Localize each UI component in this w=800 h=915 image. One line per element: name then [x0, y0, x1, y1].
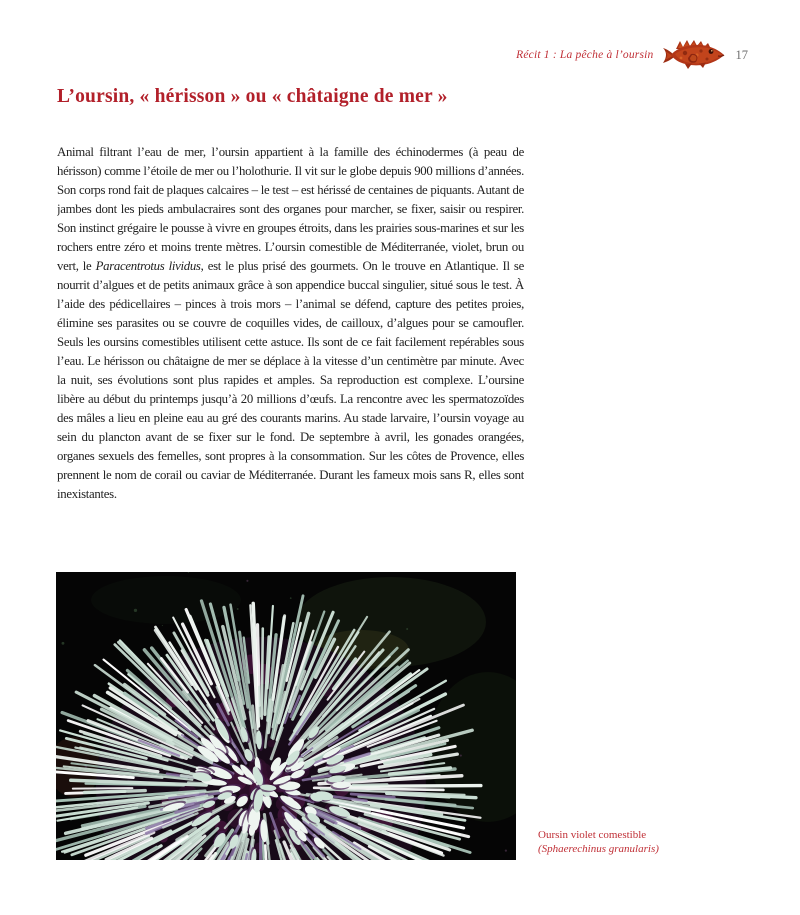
- running-header: [516, 38, 748, 72]
- article-title: L’oursin, « hérisson » ou « châtaigne de mer »: [57, 86, 448, 107]
- scorpionfish-icon: [661, 38, 727, 72]
- body-paragraph: [57, 143, 524, 504]
- paragraph-part2: , est le plus prisé des gourmets. On le trouve en Atlantique. Il se nourrit d’algues et de petits animaux grâce à son appendice buccal singulier, situé sous le test. À l’aide des pédicellaires – pinces à trois mors – l’animal se défend, capture des petites proies, élimine ses parasites ou se couvre de coquilles vides, de cailloux, d’algues pour se camoufler. Seuls les oursins comestibles utilisent cette astuce. Ils sont de ce fait facilement repérables sous l’eau. Le hérisson ou châtaigne de mer se déplace à la vitesse d’un centimètre par minute. Avec la nuit, ses évolutions sont plus rapides et amples. Sa reproduction est complexe. L’oursine libère au début du printemps jusqu’à 20 millions d’œufs. La rencontre avec les spermatozoïdes des mâles a lieu en pleine eau au gré des courants marins. Au stade larvaire, l’oursin voyage au sein du plancton avant de se fixer sur le fond. De septembre à avril, les gonades orangées, organes sexuels des femelles, sont propres à la consommation. Sur les côtes de Provence, elles prennent le nom de corail ou caviar de Méditerranée. Durant les fameux mois sans R, elles sont inexistantes.: [57, 258, 524, 501]
- caption-line2-species: (Sphaerechinus granularis): [538, 842, 659, 855]
- urchin-photo: [56, 572, 516, 860]
- page-number: 17: [735, 47, 748, 62]
- caption-line1: Oursin violet comestible: [538, 829, 647, 841]
- species-name-italic: Paracentrotus lividus: [95, 258, 201, 273]
- figure-caption: [538, 829, 688, 856]
- running-title: Récit 1 : La pêche à l’oursin: [516, 49, 654, 61]
- paragraph-part1: Animal filtrant l’eau de mer, l’oursin appartient à la famille des échinodermes (à peau de hérisson) comme l’étoile de mer ou l’holothurie. Il vit sur le globe depuis 900 millions d’années. Son corps rond fait de plaques calcaires – le test – est hérissé de centaines de piquants. Autant de jambes dont les pieds ambulacraires sont des organes pour marcher, se fixer, saisir ou respirer. Son instinct grégaire le pousse à vivre en groupes étroits, dans les prairies sous-marines et sur les rochers entre zéro et moins trente mètres. L’oursin comestible de Méditerranée, violet, brun ou vert, le: [57, 144, 524, 273]
